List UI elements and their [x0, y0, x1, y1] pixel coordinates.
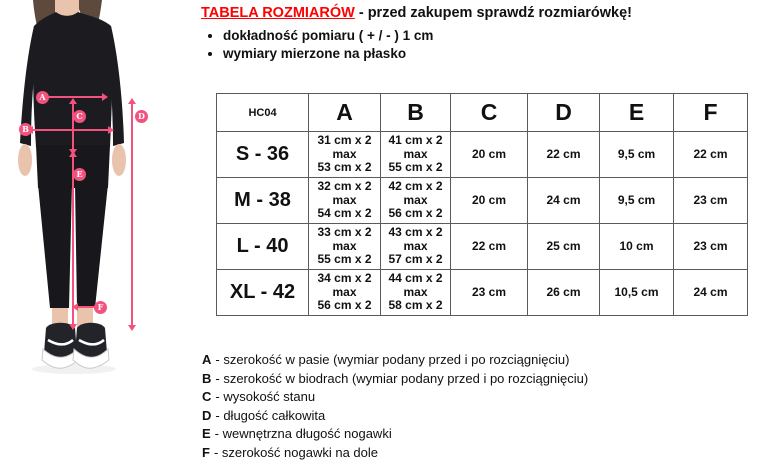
measure-cell: 42 cm x 2 max 56 cm x 2 [381, 178, 451, 224]
column-header-c: C [451, 94, 528, 132]
column-header-f: F [674, 94, 748, 132]
measure-cell: 41 cm x 2 max 55 cm x 2 [381, 132, 451, 178]
badge-a: A [36, 91, 49, 104]
column-header-b: B [381, 94, 451, 132]
measure-cell: 26 cm [528, 270, 600, 316]
note-item: • wymiary mierzone na płasko [223, 46, 632, 61]
badge-d: D [135, 110, 148, 123]
page-title-note: - przed zakupem sprawdź rozmiarówkę! [358, 5, 632, 21]
legend-item-f: F - szerokość nogawki na dole [202, 444, 378, 460]
size-label: M - 38 [217, 178, 309, 224]
product-code: HC04 [217, 94, 309, 132]
legend-item-e: E - wewnętrzna długość nogawki [202, 426, 392, 442]
measure-cell: 22 cm [451, 224, 528, 270]
rise-height-arrow [72, 103, 74, 150]
size-table [216, 93, 748, 316]
note-item: • dokładność pomiaru ( + / - ) 1 cm [223, 28, 632, 43]
column-header-e: E [600, 94, 674, 132]
measurement-notes [223, 28, 632, 61]
measure-cell: 32 cm x 2 max 54 cm x 2 [309, 178, 381, 224]
size-label: XL - 42 [217, 270, 309, 316]
measure-cell: 22 cm [674, 132, 748, 178]
badge-e: E [73, 168, 86, 181]
measure-cell: 9,5 cm [600, 132, 674, 178]
measure-cell: 31 cm x 2 max 53 cm x 2 [309, 132, 381, 178]
size-row-m38 [217, 178, 748, 224]
measure-cell: 24 cm [528, 178, 600, 224]
page-title: TABELA ROZMIARÓW [201, 5, 355, 21]
badge-c: C [73, 110, 86, 123]
legend-item-a: A - szerokość w pasie (wymiar podany przed i po rozciągnięciu) [202, 352, 570, 367]
column-header-d: D [528, 94, 600, 132]
measure-cell: 23 cm [451, 270, 528, 316]
badge-f: F [94, 301, 107, 314]
measure-cell: 23 cm [674, 224, 748, 270]
size-row-xl42 [217, 270, 748, 316]
measure-cell: 24 cm [674, 270, 748, 316]
model-photo [0, 0, 192, 400]
legend-item-b: B - szerokość w biodrach (wymiar podany przed i po rozciągnięciu) [202, 370, 589, 386]
header [201, 5, 632, 64]
measure-cell: 43 cm x 2 max 57 cm x 2 [381, 224, 451, 270]
total-length-arrow [131, 103, 133, 326]
table-header-row [217, 94, 748, 132]
measure-cell: 34 cm x 2 max 56 cm x 2 [309, 270, 381, 316]
legend [202, 352, 588, 460]
legend-item-c: C - wysokość stanu [202, 389, 316, 405]
size-row-s36 [217, 132, 748, 178]
measure-cell: 10 cm [600, 224, 674, 270]
hip-width-arrow [32, 129, 109, 131]
measure-cell: 23 cm [674, 178, 748, 224]
badge-b: B [19, 123, 32, 136]
model-silhouette-image [0, 0, 192, 400]
measure-cell: 33 cm x 2 max 55 cm x 2 [309, 224, 381, 270]
measure-cell: 44 cm x 2 max 58 cm x 2 [381, 270, 451, 316]
size-label: S - 36 [217, 132, 309, 178]
inseam-length-arrow [72, 156, 74, 325]
measure-cell: 9,5 cm [600, 178, 674, 224]
size-label: L - 40 [217, 224, 309, 270]
measure-cell: 20 cm [451, 178, 528, 224]
measure-cell: 10,5 cm [600, 270, 674, 316]
measure-cell: 22 cm [528, 132, 600, 178]
size-row-l40 [217, 224, 748, 270]
measure-cell: 25 cm [528, 224, 600, 270]
column-header-a: A [309, 94, 381, 132]
measure-cell: 20 cm [451, 132, 528, 178]
legend-item-d: D - długość całkowita [202, 407, 326, 423]
